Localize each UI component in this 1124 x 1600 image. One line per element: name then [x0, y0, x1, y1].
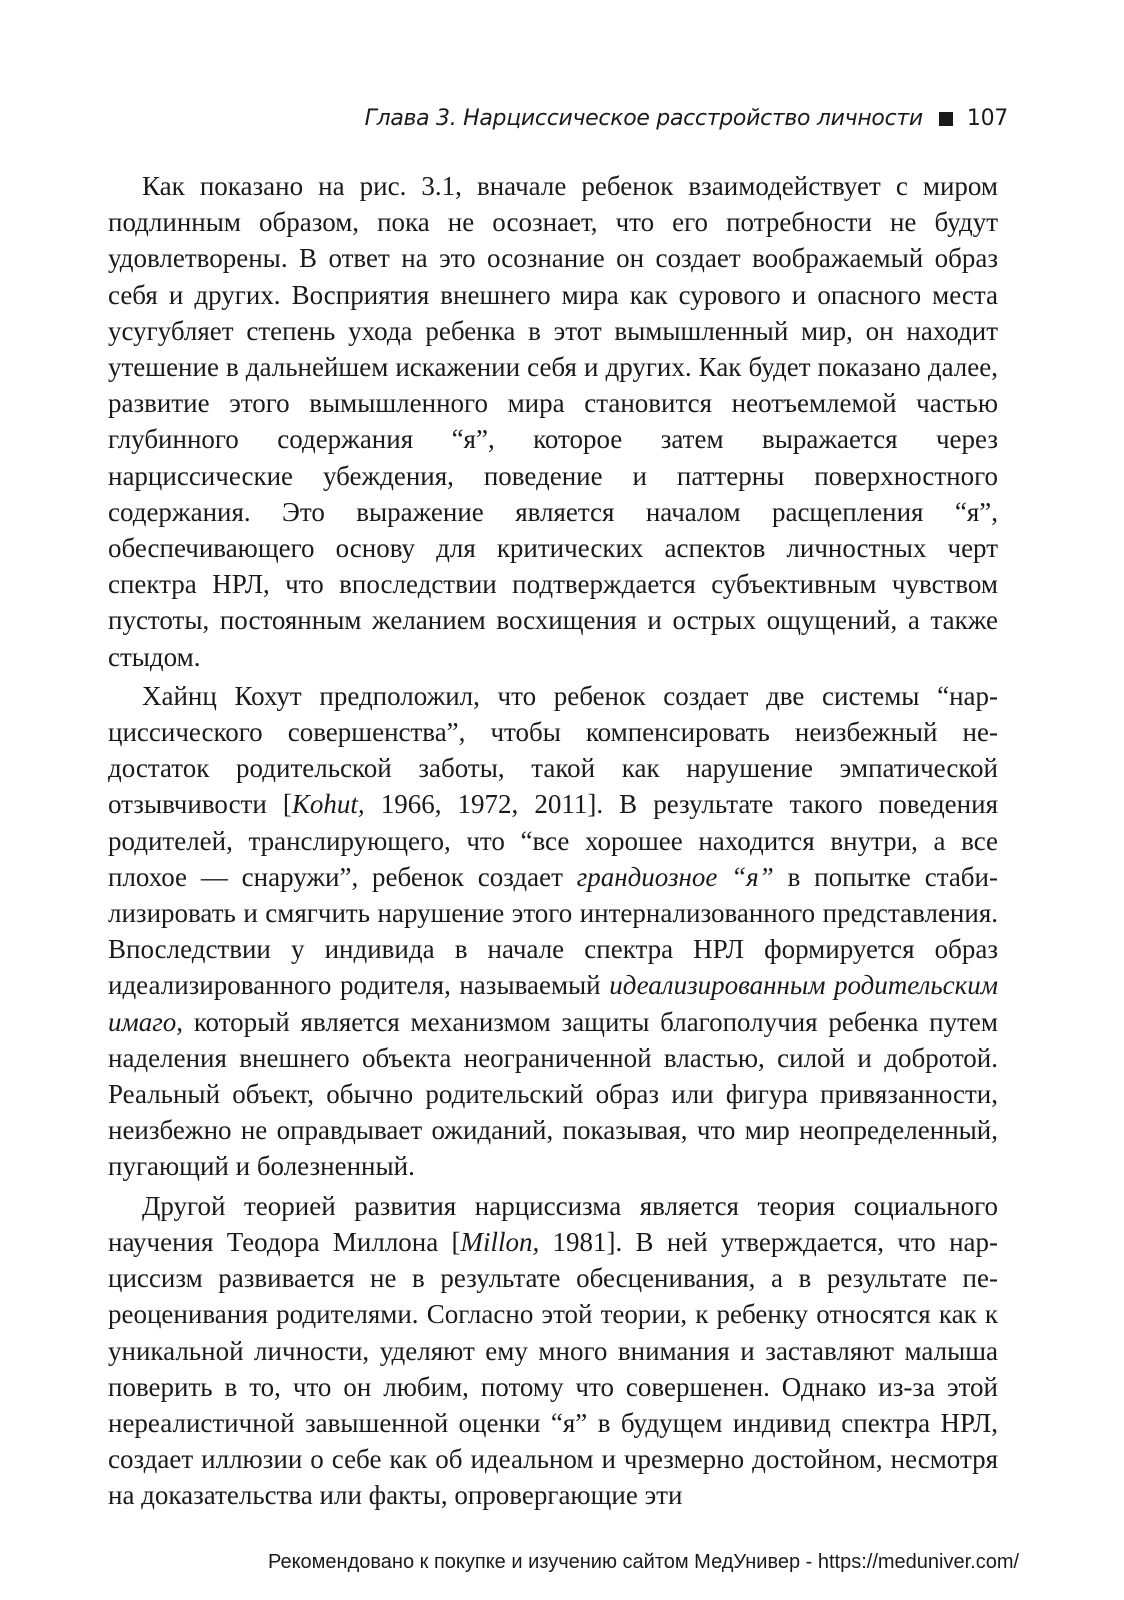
- text-run: 1966, 1972, 2011]. В результате такого поведения родителей, транслирующего, что “все хорошее находится внутри, а все плохое — снаружи”, ребенок создает: [108, 789, 998, 892]
- text-run: Как показано на рис. 3.1, вначале ребенок взаимодействует с миром подлинным образом, пока не осознает, что его потребности не будут удовлетворены. В ответ на это осознание он создает воображаемый образ себя и других. Восприятия внешнего мира как сурового и опасного места усугубляет степень ухода ребенка в этот вымышленный мир, он находит утешение в дальнейшем искажении себя и других. Как будет показано далее, развитие этого вымышленного мира становится неотъемлемой частью глубинного содержания “я”, которое затем выражается через нарциссические убеждения, поведение и паттерны поверхностного содержания. Это выражение является началом расщепления “я”, обеспечивающего основу для критических аспектов личностных черт спектра НРЛ, что впоследствии подтверждается субъективным чувством пустоты, постоянным желанием восхищения и острых ощущений, а также стыдом.: [108, 171, 998, 672]
- body-text: [108, 168, 998, 1514]
- footer-recommendation: Рекомендовано к покупке и изучению сайтом МедУнивер - https://meduniver.com/: [268, 1551, 1020, 1573]
- italic-run: идеализированным родительским имаго,: [108, 970, 999, 1037]
- paragraph-3: [108, 1188, 998, 1514]
- square-bullet-icon: [939, 112, 953, 126]
- text-run: 1981]. В ней утверждается, что нарциссизм развивается не в результате обесценивания, а в результате переоценивания родителями. Согласно этой теории, к ребенку относятся как к уникальной личности, уделяют ему много внимания и заставляют малыша поверить в то, что он любим, потому что совершенен. Однако из-за этой нереалистичной завышенной оценки “я” в будущем индивид спектра НРЛ, создает иллюзии о себе как об идеальном и чрезмерно достойном, несмотря на доказательства или факты, опровергающие эти: [108, 1226, 998, 1511]
- italic-run: Millon,: [460, 1226, 540, 1257]
- italic-run: грандиозное “я”: [576, 861, 774, 892]
- text-run: Хайнц Кохут предположил, что ребенок создает две системы “нарциссического совершенства”, чтобы компенсировать неизбежный недостаток родительской заботы, такой как нарушение эмпатической отзывчивости [: [108, 680, 998, 820]
- page-number: 107: [966, 106, 1008, 131]
- running-header: [365, 106, 1008, 131]
- text-run: который является механизмом защиты благополучия ребенка путем наделения внешнего объекта неограниченной властью, силой и добротой. Реальный объект, обычно родительский образ или фигура привязанности, неизбежно не оправдывает ожиданий, показывая, что мир неопределенный, пугающий и болезненный.: [108, 1006, 998, 1182]
- italic-run: Kohut,: [291, 789, 365, 820]
- paragraph-1: [108, 168, 998, 675]
- text-run: в попытке стабилизировать и смягчить нарушение этого интернализованного представления. Впоследствии у индивида в начале спектра НРЛ формируется образ идеализированного родителя, называемый: [108, 861, 998, 1001]
- paragraph-2: [108, 678, 998, 1185]
- text-run: Другой теорией развития нарциссизма является теория социального научения Теодора Миллона [: [108, 1190, 998, 1257]
- chapter-title: Глава 3. Нарциссическое расстройство личности: [364, 106, 923, 131]
